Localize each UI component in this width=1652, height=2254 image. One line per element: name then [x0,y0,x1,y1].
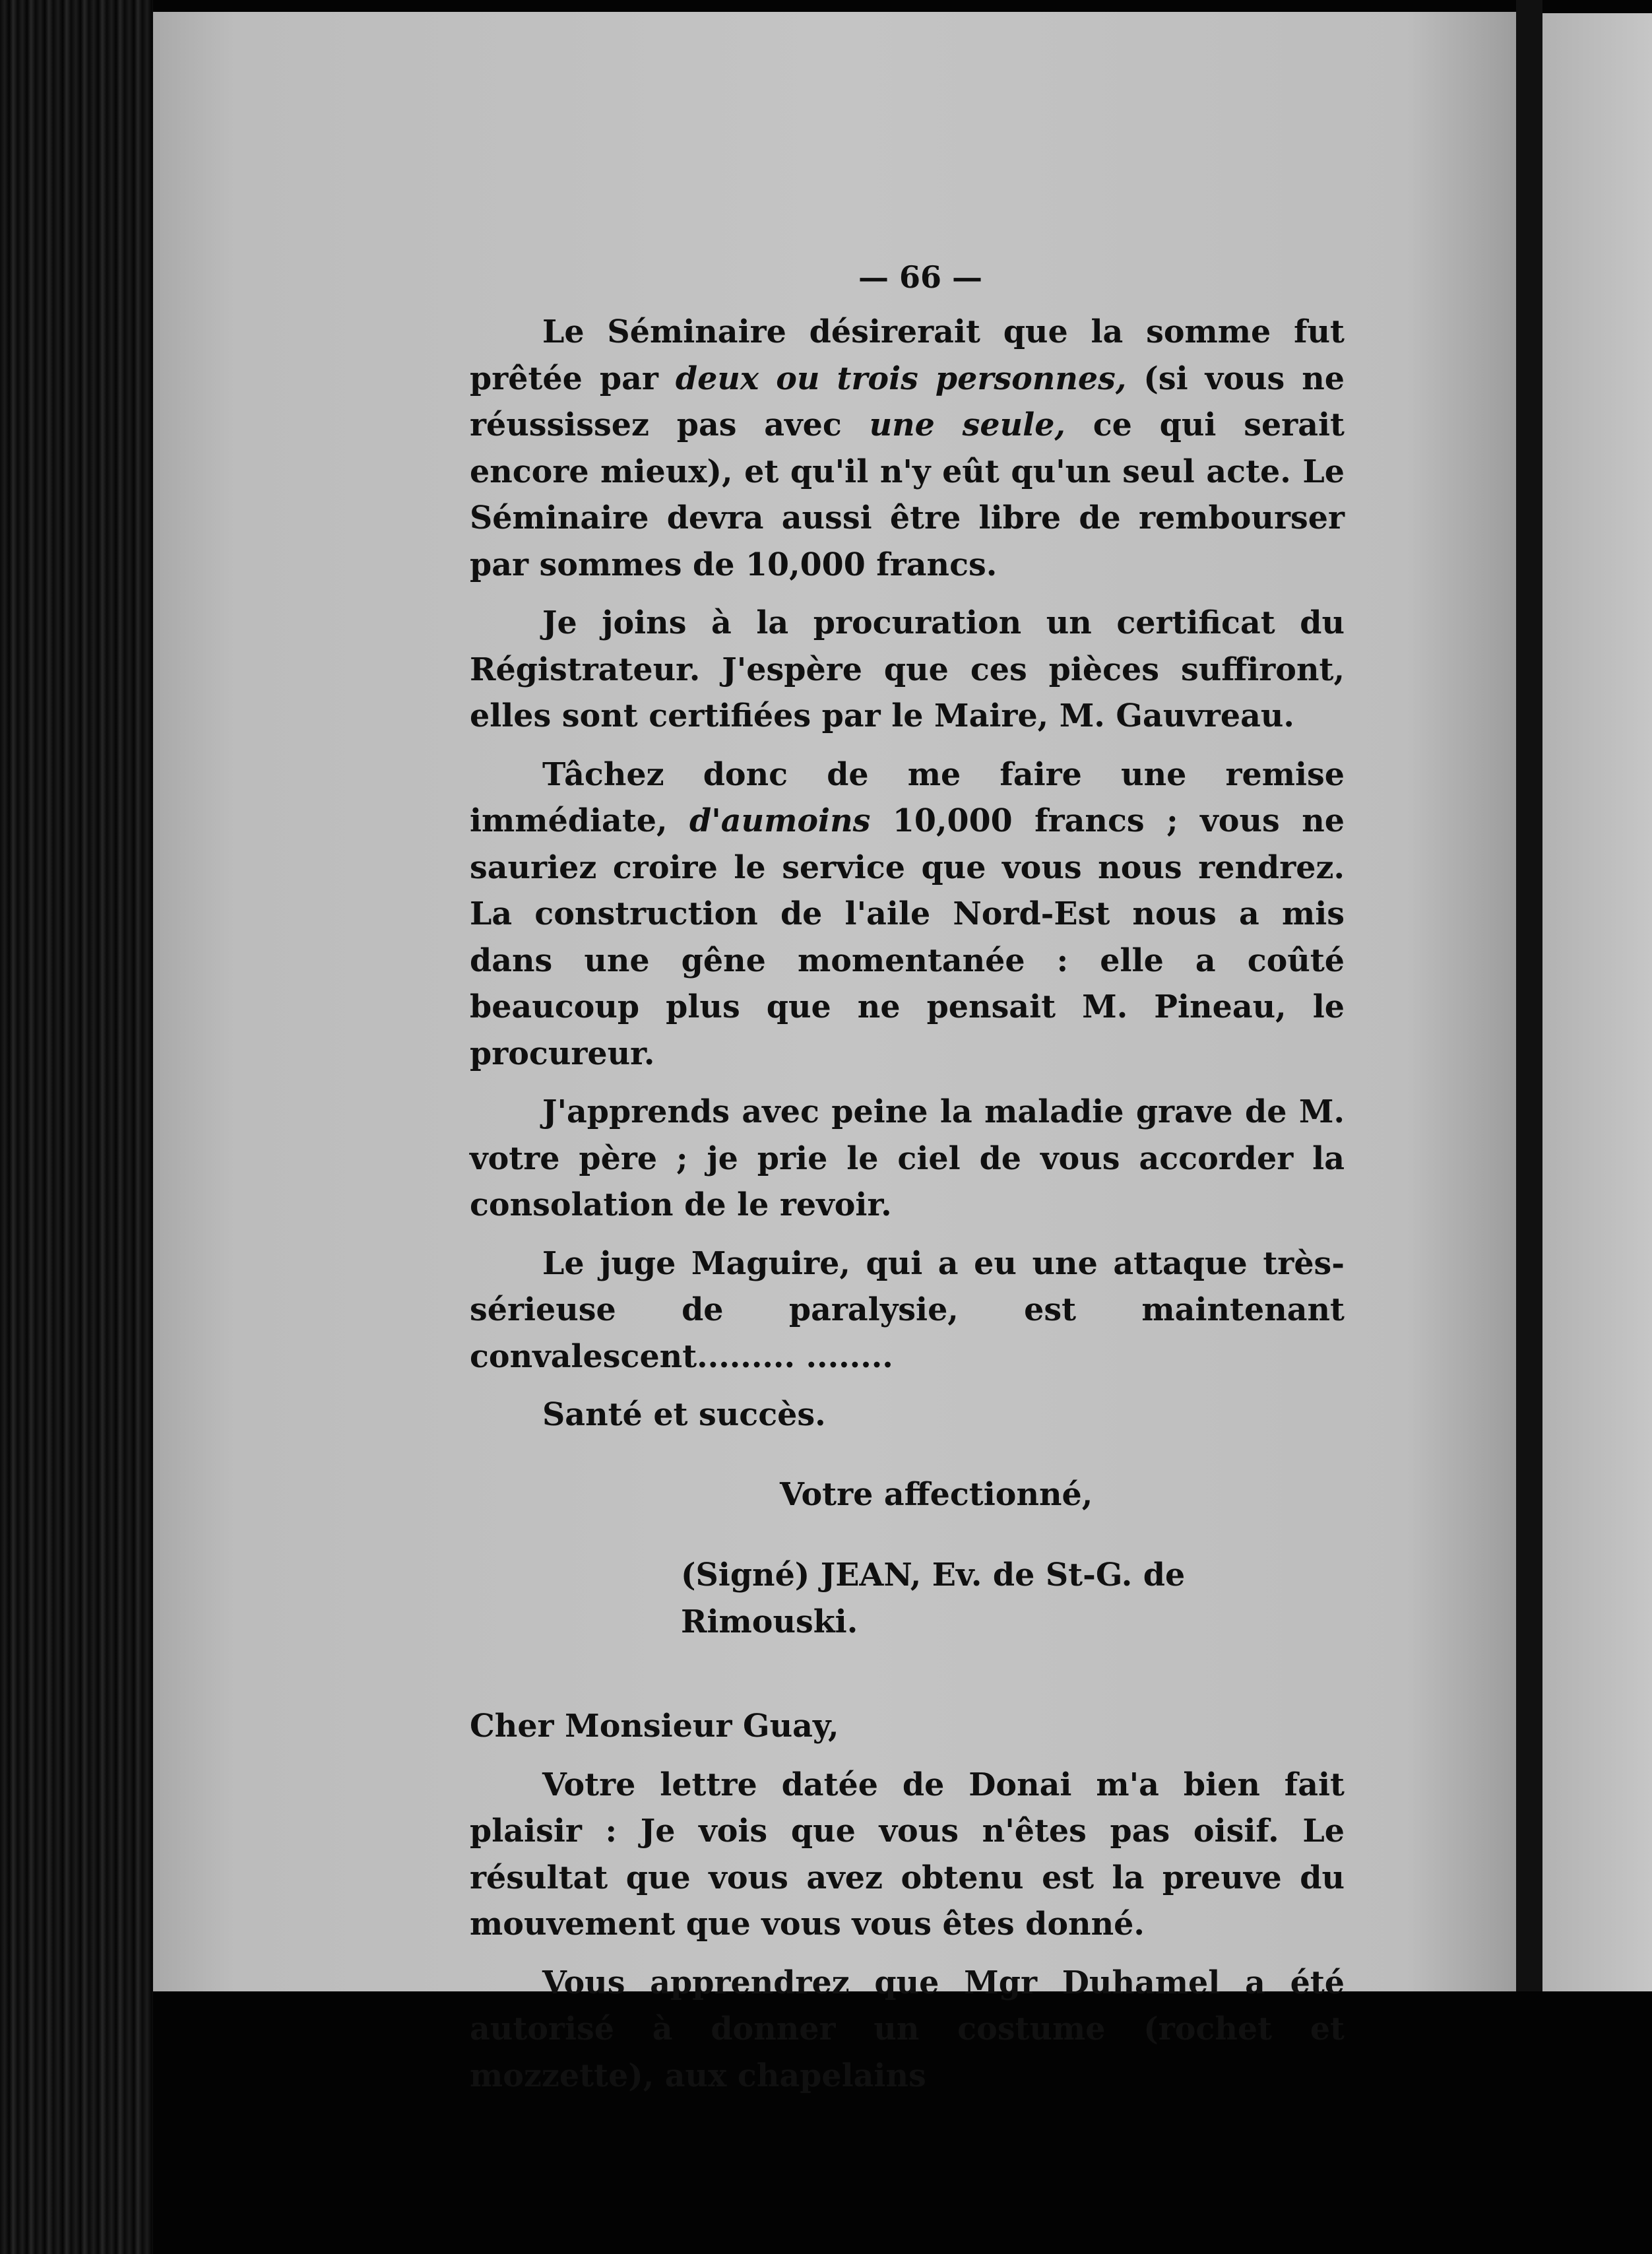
paragraph-seminaire-loan [470,309,1345,588]
letter-salutation: Cher Monsieur Guay, [470,1708,839,1745]
adjacent-page-edge [1542,13,1652,1993]
page-number: — 66 — [858,259,983,295]
paragraph-mgr-duhamel: Vous apprendrez que Mgr Duhamel a été autorisé à donner un costume (rochet et mozzette), aux chapelains [470,1964,1345,2094]
italic-run: deux ou trois personnes, [675,360,1127,397]
text-run: (si vous ne réussissez pas avec [470,360,1345,443]
italic-run: d'aumoins [689,802,871,839]
paragraph-remise [470,752,1345,1078]
paragraph-lettre-donai: Votre lettre datée de Donai m'a bien fait plaisir : Je vois que vous n'êtes pas oisif. Le résultat que vous avez obtenu est la preuve du mouvement que vous vous êtes donné. [470,1766,1345,1943]
paragraph-maladie: J'apprends avec peine la maladie grave de M. votre père ; je prie le ciel de vous accorder la consolation de le revoir. [470,1093,1345,1223]
book-spine-edge [0,0,153,2254]
text-run: 10,000 francs ; vous ne sauriez croire le service que vous nous rendrez. La construction de l'aile Nord-Est nous a mis dans une gêne momentanée : elle a coûté beaucoup plus que ne pensait M. Pineau, le procureur. [470,802,1345,1072]
closing-wish: Santé et succès. [542,1396,826,1433]
paragraph-procuration: Je joins à la procuration un certificat du Régistrateur. J'espère que ces pièces suffiront, elles sont certifiées par le Maire, M. Gauvreau. [470,604,1345,734]
page-text-block [470,257,1345,2111]
italic-run: une seule, [869,406,1065,443]
text-run: Le Séminaire désirerait que la somme fut prêtée par [470,313,1345,397]
letter-signature: (Signé) JEAN, Ev. de St-G. de Rimouski. [681,1557,1186,1640]
text-run: Tâchez donc de me faire une remise immédiate, [470,756,1345,839]
letter-signoff: Votre affectionné, [780,1475,1093,1513]
page-gutter [1516,0,1542,2019]
text-run: ce qui serait encore mieux), et qu'il n'y eût qu'un seul acte. Le Séminaire devra aussi être libre de rembourser par sommes de 10,000 francs. [470,406,1345,583]
paragraph-juge-maguire: Le juge Maguire, qui a eu une attaque très-sérieuse de paralysie, est maintenant convalescent......... ........ [470,1244,1345,1375]
